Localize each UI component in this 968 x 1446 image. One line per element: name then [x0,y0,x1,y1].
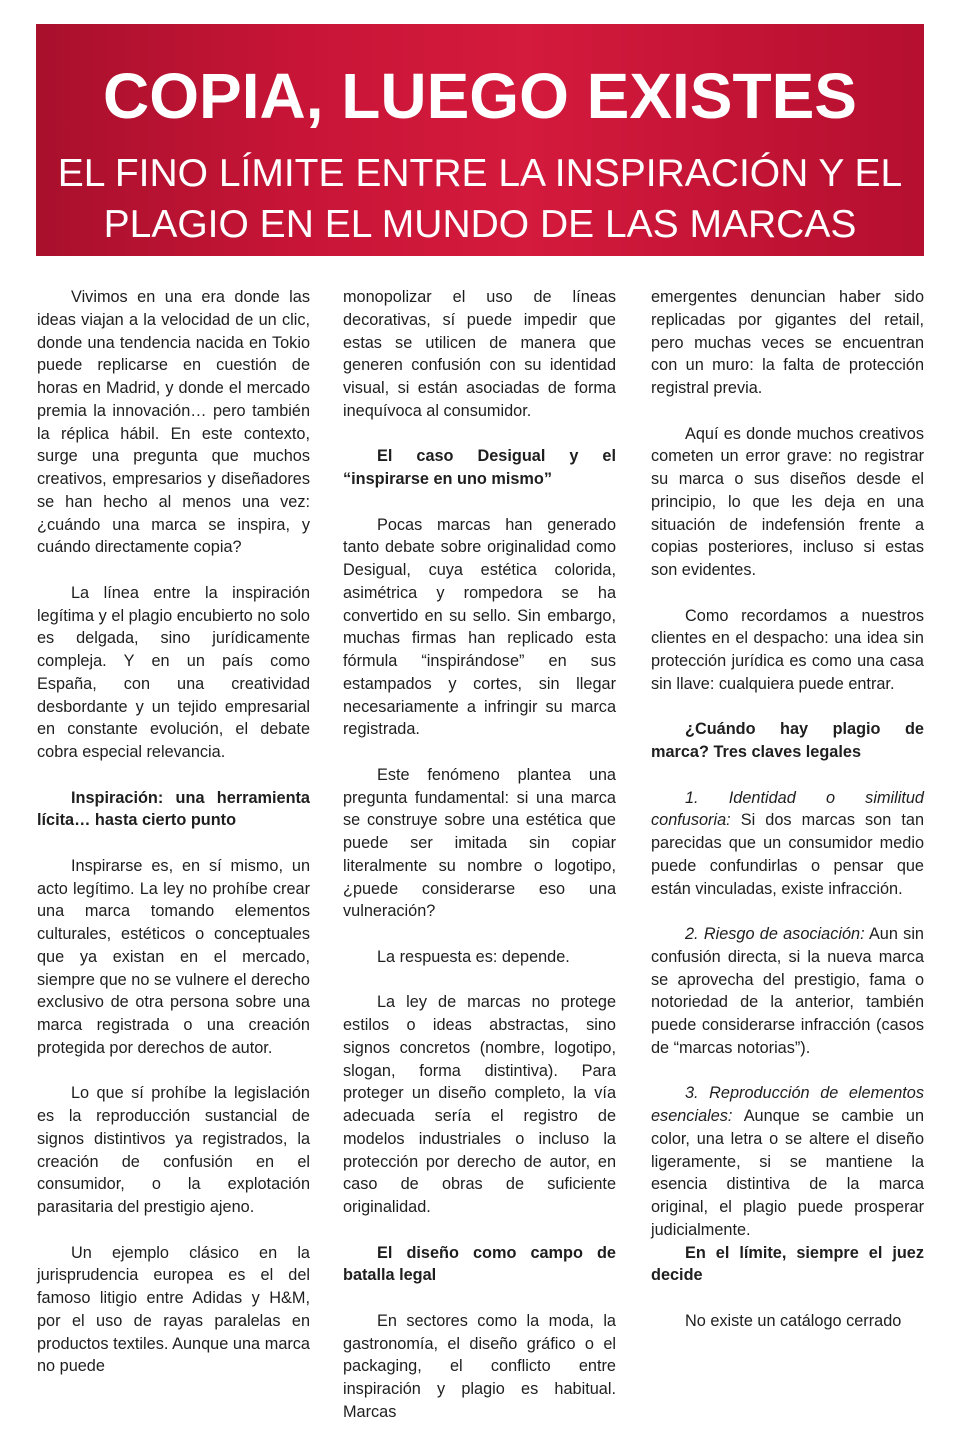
article-column-3 [651,286,924,1355]
paragraph: En sectores como la moda, la gastronomía, el diseño gráfico o el packaging, el conflicto entre inspiración y plagio es habitual. Marcas [343,1311,616,1421]
article-subtitle [36,148,924,250]
list-item-label: 3. Reproducción de elementos esenciales: [651,1084,924,1125]
paragraph: La línea entre la inspiración legítima y el plagio encubierto no solo es delgada, sino jurídicamente compleja. Y en un país como España, con una creatividad desbordante y un tejido empresarial en constante evolución, el debate cobra especial relevancia. [37,583,310,761]
paragraph: monopolizar el uso de líneas decorativas, sí puede impedir que estas se utilicen de manera que generen confusión con su identidad visual, si están asociadas de forma inequívoca al consumidor. [343,288,616,420]
paragraph: Vivimos en una era donde las ideas viajan a la velocidad de un clic, donde una tendencia nacida en Tokio puede replicarse en cuestión de horas en Madrid, y donde el mercado premia la innovación… pero también la réplica hábil. En este contexto, surge una pregunta que muchos creativos, empresarios y diseñadores se han hecho al menos una vez: ¿cuándo una marca se inspira, y cuándo directamente copia? [37,288,310,557]
section-heading: Inspiración: una herramienta lícita… hasta cierto punto [37,788,310,830]
list-item [651,923,924,1060]
section-heading: En el límite, siempre el juez decide [651,1243,924,1285]
list-item-label: 2. Riesgo de asociación: [685,925,865,943]
article-title: COPIA, LUEGO EXISTES [103,60,857,132]
paragraph: La ley de marcas no protege estilos o ideas abstractas, sino signos concretos (nombre, logotipo, slogan, forma distintiva). Para proteger un diseño completo, la vía adecuada sería el registro de modelos industriales o incluso la protección por derecho de autor, en caso de obras de suficiente originalidad. [343,993,616,1216]
paragraph: No existe un catálogo cerrado [685,1311,902,1330]
list-item-text: Aunque se cambie un color, una letra o se altere el diseño ligeramente, si se mantiene la esencia distintiva de la marca original, el plagio puede prosperar judicialmente. [651,1107,924,1239]
list-item-label: 1. Identidad o similitud confusoria: [651,788,924,830]
list-item-text: Si dos marcas son tan parecidas que un consumidor medio puede confundirlas o pensar que están vinculadas, existe infracción. [651,811,924,898]
article-column-1 [37,286,310,1401]
list-item [651,1082,924,1241]
paragraph: Este fenómeno plantea una pregunta fundamental: si una marca se construye sobre una estética que puede ser imitada sin copiar literalmente su nombre o logotipo, ¿puede considerarse eso una vulneración? [343,765,616,921]
paragraph: Aquí es donde muchos creativos cometen un error grave: no registrar su marca o sus diseños desde el principio, lo que les deja en una situación de indefensión frente a copias posteriores, incluso si estas son evidentes. [651,424,924,579]
list-item-text: Aun sin confusión directa, si la nueva marca se aprovecha del prestigio, fama o notoriedad de la anterior, también puede considerarse infracción (casos de “marcas notorias”). [651,925,924,1057]
paragraph: Inspirarse es, en sí mismo, un acto legítimo. La ley no prohíbe crear una marca tomando elementos culturales, estéticos o conceptuales que ya existan en el mercado, siempre que no se vulnere el derecho exclusivo de otra persona sobre una marca registrada o una creación protegida por derechos de autor. [37,856,310,1057]
paragraph: emergentes denuncian haber sido replicadas por gigantes del retail, pero muchas veces se encuentran con un muro: la falta de protección registral previa. [651,288,924,397]
section-heading: El diseño como campo de batalla legal [343,1243,616,1285]
paragraph: Un ejemplo clásico en la jurisprudencia europea es el del famoso litigio entre Adidas y H&M, por el uso de rayas paralelas en productos textiles. Aunque una marca no puede [37,1243,310,1376]
paragraph: La respuesta es: depende. [377,947,570,966]
paragraph: Pocas marcas han generado tanto debate sobre originalidad como Desigual, cuya estética colorida, asimétrica y rompedora se ha convertido en su sello. Sin embargo, muchas firmas han replicado esta fórmula “inspirándose” en sus estampados y cortes, sin llegar necesariamente a infringir su marca registrada. [343,515,616,739]
article-subtitle-line-2: PLAGIO EN EL MUNDO DE LAS MARCAS [103,203,857,246]
paragraph: Como recordamos a nuestros clientes en el despacho: una idea sin protección jurídica es como una casa sin llave: cualquiera puede entrar. [651,606,924,693]
paragraph: Lo que sí prohíbe la legislación es la reproducción sustancial de signos distintivos ya registrados, la creación de confusión en el consumidor, o la explotación parasitaria del prestigio ajeno. [37,1084,310,1216]
list-item [651,787,924,901]
section-heading: El caso Desigual y el “inspirarse en uno mismo” [343,447,616,488]
header-banner [36,24,924,256]
section-heading: ¿Cuándo hay plagio de marca? Tres claves legales [651,720,924,761]
article-column-2 [343,286,616,1446]
article-subtitle-line-1: EL FINO LÍMITE ENTRE LA INSPIRACIÓN Y EL [57,152,903,195]
